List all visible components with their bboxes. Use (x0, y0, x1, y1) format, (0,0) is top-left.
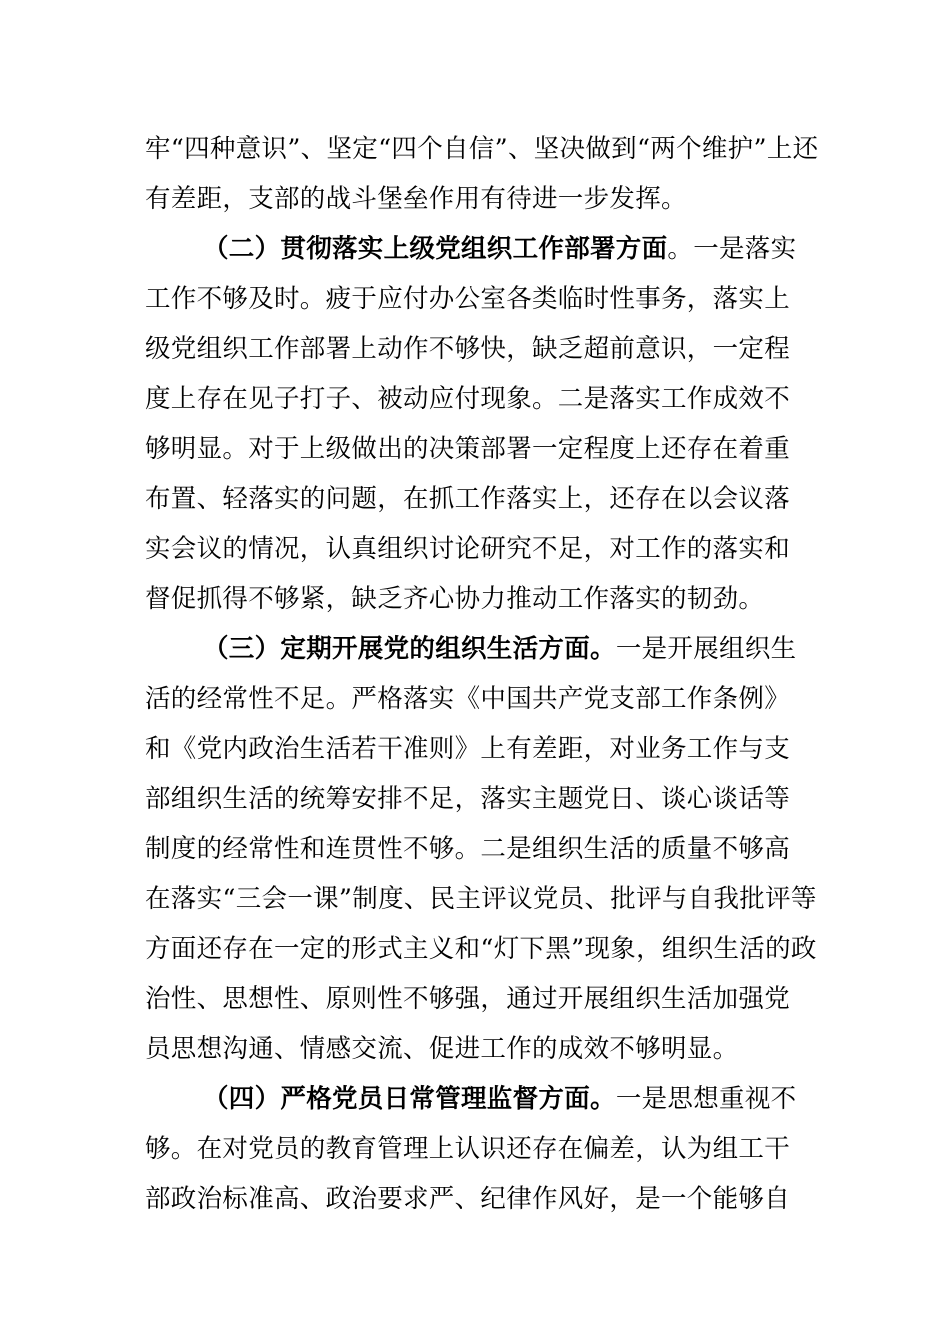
text-line: 工作不够及时。疲于应付办公室各类临时性事务，落实上 (145, 284, 791, 314)
text-line: 度上存在见子打子、被动应付现象。二是落实工作成效不 (145, 384, 791, 414)
text-line: 活的经常性不足。严格落实《中国共产党支部工作条例》 (145, 684, 791, 714)
text-line: 够明显。对于上级做出的决策部署一定程度上还存在着重 (145, 434, 791, 464)
text-line: 和《党内政治生活若干准则》上有差距，对业务工作与支 (145, 734, 791, 764)
text-line: 牢“四种意识”、坚定“四个自信”、坚决做到“两个维护”上还 (145, 134, 819, 164)
section-heading-4: （四）严格党员日常管理监督方面。 (203, 1084, 616, 1114)
text-line: 部组织生活的统筹安排不足，落实主题党日、谈心谈话等 (145, 784, 791, 814)
text-line: 在落实“三会一课”制度、民主评议党员、批评与自我批评等 (145, 884, 817, 914)
text-line: 够。在对党员的教育管理上认识还存在偏差，认为组工干 (145, 1134, 791, 1164)
section-heading-line: （四）严格党员日常管理监督方面。一是思想重视不 (203, 1084, 797, 1114)
section-heading-2: （二）贯彻落实上级党组织工作部署方面 (203, 234, 668, 264)
body-text (145, 124, 819, 1224)
text-line: 督促抓得不够紧，缺乏齐心协力推动工作落实的韧劲。 (145, 584, 765, 614)
section-heading-line: （三）定期开展党的组织生活方面。一是开展组织生 (203, 634, 797, 664)
text-line: 部政治标准高、政治要求严、纪律作风好，是一个能够自 (145, 1184, 791, 1214)
text-line: 级党组织工作部署上动作不够快，缺乏超前意识，一定程 (145, 334, 791, 364)
section-heading-3: （三）定期开展党的组织生活方面。 (203, 634, 616, 664)
text-line: 制度的经常性和连贯性不够。二是组织生活的质量不够高 (145, 834, 791, 864)
text-line: 治性、思想性、原则性不够强，通过开展组织生活加强党 (145, 984, 791, 1014)
section-heading-line: （二）贯彻落实上级党组织工作部署方面。一是落实 (203, 234, 797, 264)
text-line: 员思想沟通、情感交流、促进工作的成效不够明显。 (145, 1034, 739, 1064)
text-line: 布置、轻落实的问题，在抓工作落实上，还存在以会议落 (145, 484, 791, 514)
text-line: 方面还存在一定的形式主义和“灯下黑”现象，组织生活的政 (145, 934, 817, 964)
text-line: 有差距，支部的战斗堡垒作用有待进一步发挥。 (145, 184, 687, 214)
text-line: 实会议的情况，认真组织讨论研究不足，对工作的落实和 (145, 534, 791, 564)
